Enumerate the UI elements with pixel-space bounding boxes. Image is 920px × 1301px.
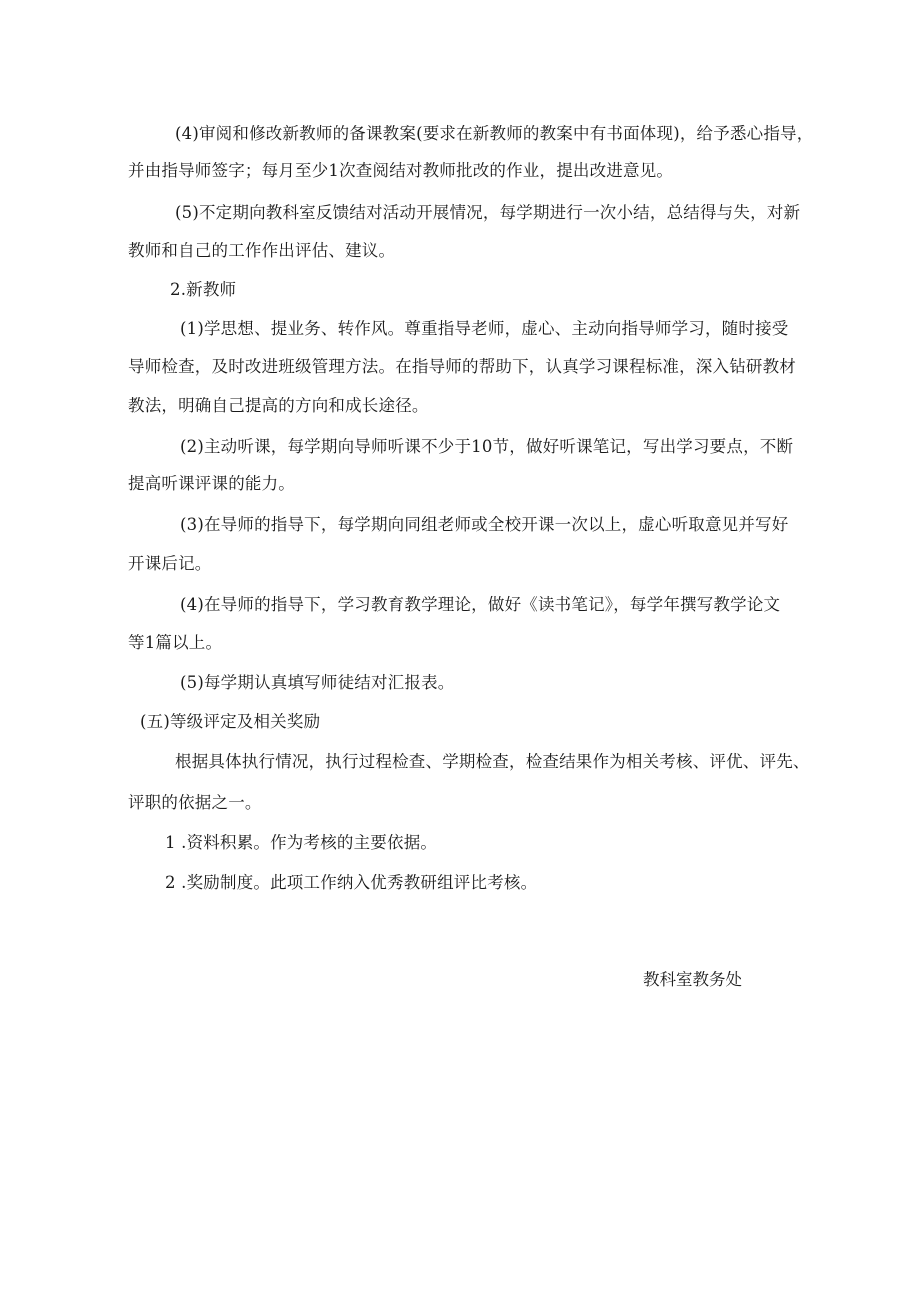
list-item-material-accumulation: 1 .资料积累。作为考核的主要依据。 (165, 833, 438, 852)
paragraph-mentor-5-line-2: 教师和自己的工作作出评估、建议。 (128, 241, 396, 260)
paragraph-new-teacher-2-line-1: (2)主动听课，每学期向导师听课不少于10节，做好听课笔记，写出学习要点，不断 (180, 437, 794, 456)
paragraph-new-teacher-2-line-2: 提高听课评课的能力。 (128, 474, 295, 493)
section-heading-new-teacher: 2.新教师 (170, 280, 237, 299)
paragraph-mentor-4-line-1: (4)审阅和修改新教师的备课教案(要求在新教师的教案中有书面体现)，给予悉心指导， (175, 124, 814, 143)
paragraph-new-teacher-5: (5)每学期认真填写师徒结对汇报表。 (180, 673, 455, 692)
section-heading-grading: (五)等级评定及相关奖励 (140, 712, 321, 731)
paragraph-grading-line-2: 评职的依据之一。 (128, 793, 262, 812)
paragraph-mentor-4-line-2: 并由指导师签字；每月至少1次查阅结对教师批改的作业，提出改进意见。 (128, 161, 674, 180)
paragraph-new-teacher-1-line-1: (1)学思想、提业务、转作风。尊重指导老师，虚心、主动向指导师学习，随时接受 (180, 319, 789, 338)
paragraph-mentor-5-line-1: (5)不定期向教科室反馈结对活动开展情况，每学期进行一次小结，总结得与失，对新 (175, 203, 801, 222)
paragraph-new-teacher-4-line-2: 等1篇以上。 (128, 633, 223, 652)
signature-department: 教科室教务处 (643, 970, 742, 989)
paragraph-new-teacher-3-line-1: (3)在导师的指导下，每学期向同组老师或全校开课一次以上，虚心听取意见并写好 (180, 515, 789, 534)
paragraph-grading-line-1: 根据具体执行情况，执行过程检查、学期检查，检查结果作为相关考核、评优、评先、 (175, 752, 810, 771)
paragraph-new-teacher-4-line-1: (4)在导师的指导下，学习教育教学理论，做好《读书笔记》，每学年撰写教学论文 (180, 595, 781, 614)
list-item-reward-system: 2 .奖励制度。此项工作纳入优秀教研组评比考核。 (165, 873, 538, 892)
paragraph-new-teacher-1-line-3: 教法，明确自己提高的方向和成长途径。 (128, 396, 429, 415)
paragraph-new-teacher-1-line-2: 导师检查，及时改进班级管理方法。在指导师的帮助下，认真学习课程标准，深入钻研教材 (128, 357, 796, 376)
paragraph-new-teacher-3-line-2: 开课后记。 (128, 554, 212, 573)
